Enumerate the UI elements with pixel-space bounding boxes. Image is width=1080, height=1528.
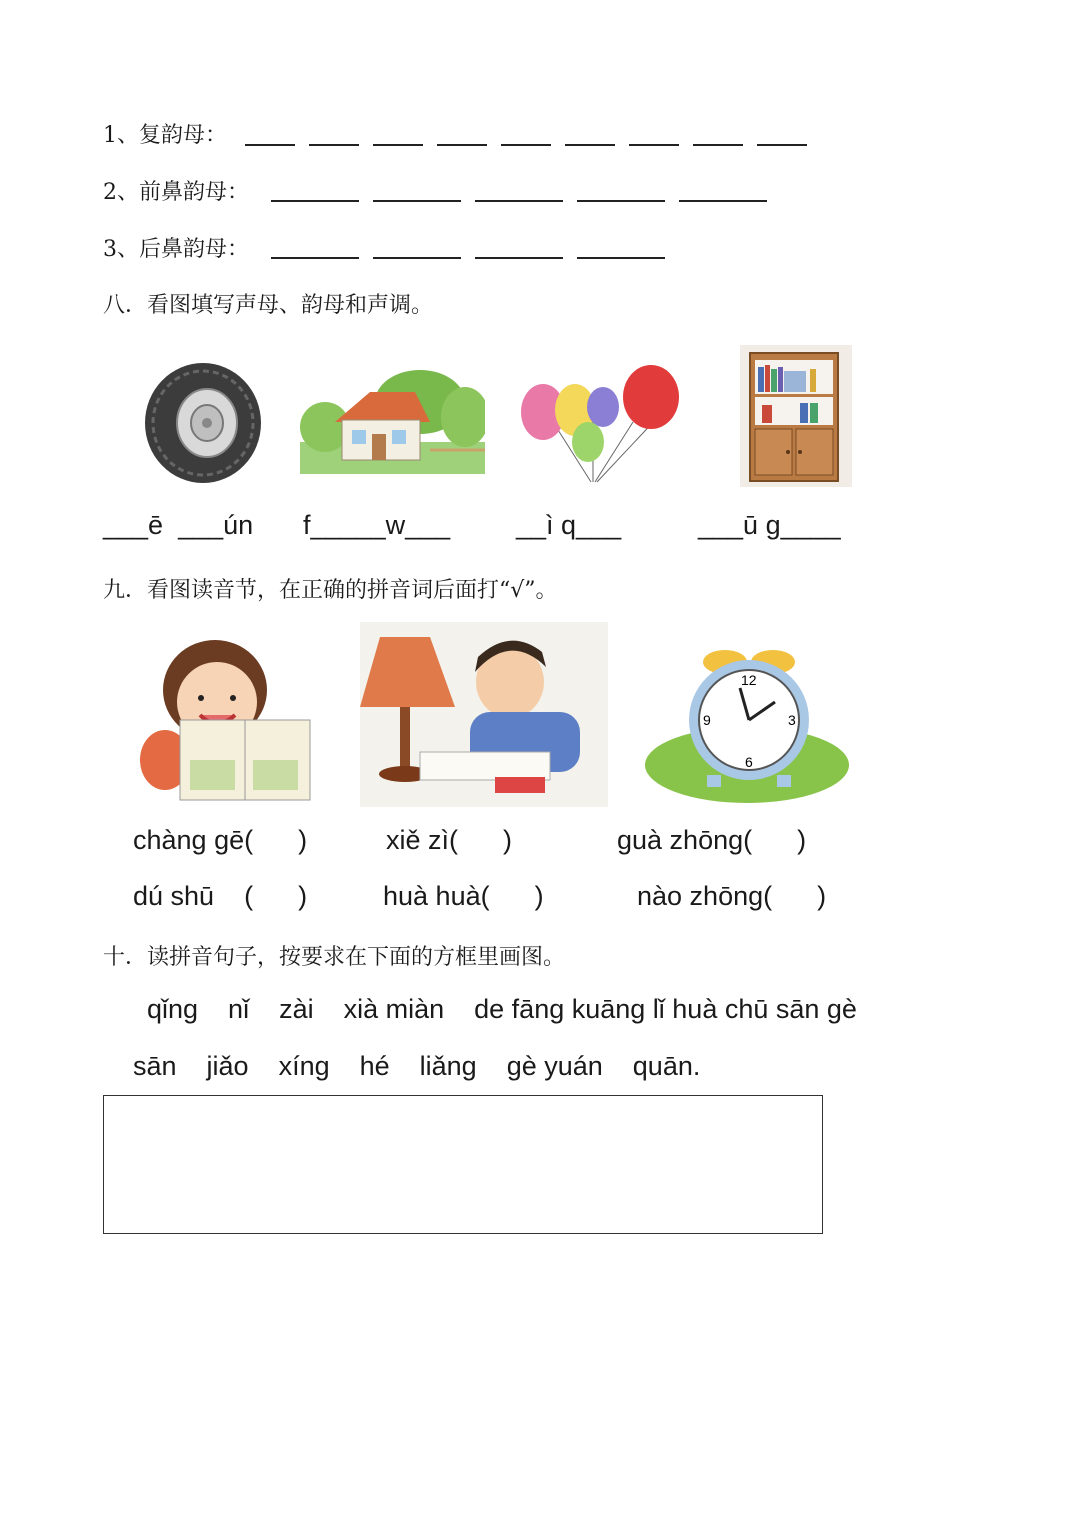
answer-line-2[interactable]: f_____w___ xyxy=(303,510,451,540)
item-label-2: 2、前鼻韵母： xyxy=(103,180,249,205)
pinyin-sentence-line-2: sān jiǎo xíng hé liǎng gè yuán quān. xyxy=(133,1051,701,1081)
answer-line-1[interactable]: ___ē ___ún xyxy=(103,510,254,540)
alarm-clock-image xyxy=(645,640,850,810)
girl-reading-image xyxy=(135,620,325,805)
section-8-heading: 八．看图填写声母、韵母和声调。 xyxy=(103,293,434,318)
choice-gua-zhong[interactable]: guà zhōng( ) xyxy=(617,825,807,855)
house-image xyxy=(300,362,485,474)
section-9-heading: 九．看图读音节，在正确的拼音词后面打“√”。 xyxy=(103,578,558,603)
choice-du-shu[interactable]: dú shū ( ) xyxy=(133,881,308,911)
answer-blanks-2[interactable] xyxy=(271,200,767,202)
balloons-image xyxy=(513,362,683,487)
svg-text:9: 9 xyxy=(703,712,711,728)
choice-nao-zhong[interactable]: nào zhōng( ) xyxy=(637,881,827,911)
answer-blanks-3[interactable] xyxy=(271,257,665,259)
svg-text:6: 6 xyxy=(745,754,753,770)
section-10-heading: 十．读拼音句子，按要求在下面的方框里画图。 xyxy=(103,945,566,970)
choice-xie-zi[interactable]: xiě zì( ) xyxy=(386,825,513,855)
drawing-box[interactable] xyxy=(103,1095,823,1234)
answer-blanks-1[interactable] xyxy=(245,144,807,146)
choice-hua-hua[interactable]: huà huà( ) xyxy=(383,881,544,911)
answer-line-3[interactable]: __ì q___ xyxy=(516,510,622,540)
pinyin-sentence-line-1: qǐng nǐ zài xià miàn de fāng kuāng lǐ huà chū sān gè xyxy=(147,994,857,1024)
bookcase-image xyxy=(740,345,852,487)
item-label-3: 3、后鼻韵母： xyxy=(103,237,249,262)
svg-text:3: 3 xyxy=(788,712,796,728)
svg-text:12: 12 xyxy=(741,672,757,688)
item-label-1: 1、复韵母： xyxy=(103,123,227,148)
boy-writing-image xyxy=(360,622,608,807)
tire-image xyxy=(135,358,275,488)
choice-chang-ge[interactable]: chàng gē( ) xyxy=(133,825,308,855)
answer-line-4[interactable]: ___ū g____ xyxy=(698,510,841,540)
